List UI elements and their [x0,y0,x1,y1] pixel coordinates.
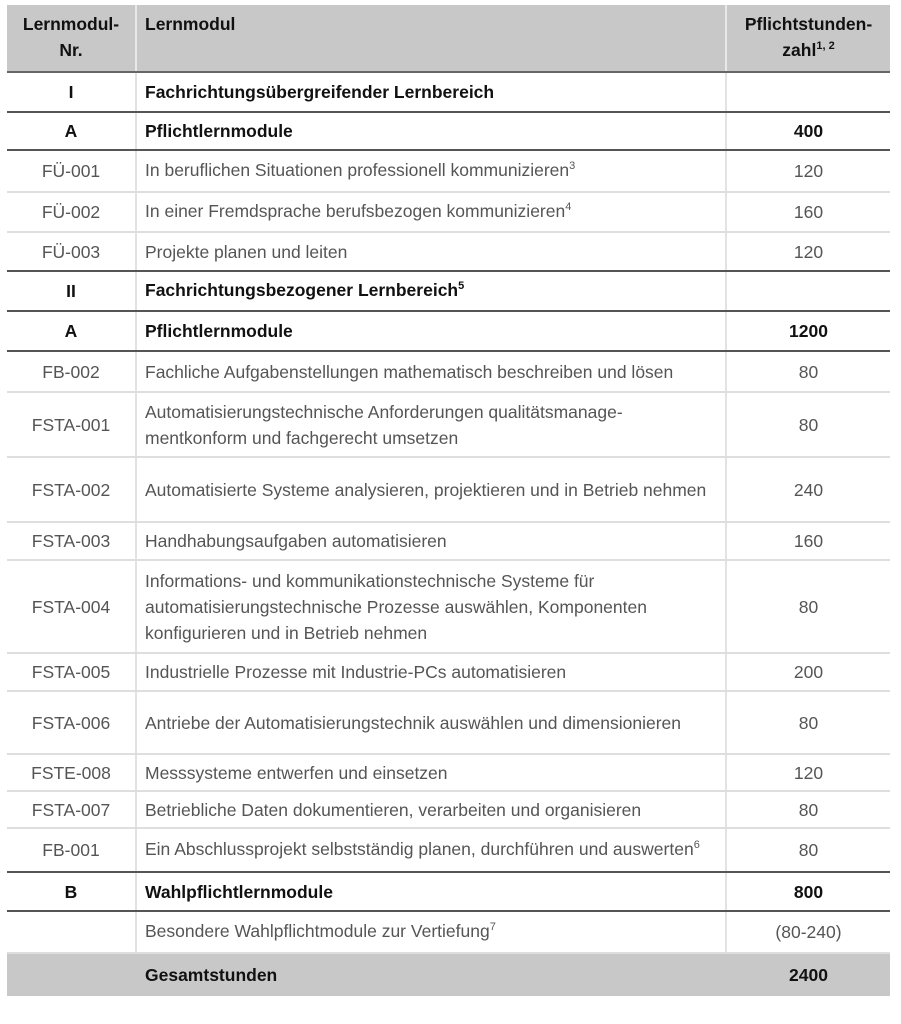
module-number-cell: FB-002 [7,351,136,392]
hours-cell: 240 [726,457,890,522]
module-name-cell [136,911,726,953]
module-name: Betriebliche Daten dokumentieren, verarbeiten und organisieren [145,799,642,820]
module-name: In einer Fremdsprache berufsbezogen kommunizieren [145,200,566,221]
module-name-cell [136,72,726,112]
table-row [7,232,890,271]
hours-cell: 200 [726,653,890,691]
footnote-marker: 6 [693,838,700,851]
table-header-row [7,5,890,72]
hours-cell: 120 [726,232,890,271]
module-name: Informations- und kommunikationstechnische Systeme für automatisierungstechnische Prozesse auswählen, Komponenten konfigurieren und in Betrieb nehmen [145,570,647,643]
module-name-cell [136,150,726,192]
group-row [7,112,890,150]
module-number-cell: B [7,872,136,911]
module-name: Industrielle Prozesse mit Industrie-PCs automatisieren [145,662,567,682]
module-name-cell [136,311,726,351]
column-header-module-number-line2: Nr. [59,40,83,60]
module-name-cell [136,192,726,232]
hours-cell: 1200 [726,311,890,351]
module-name: Fachrichtungsbezogener Lernbereich [145,279,459,300]
hours-cell: 120 [726,150,890,192]
column-header-hours-line1: Pflichtstunden- [744,14,873,34]
module-number-cell: FSTA-004 [7,560,136,653]
curriculum-table [7,5,890,996]
module-name-cell [136,791,726,828]
table-row [7,150,890,192]
module-name-cell [136,754,726,791]
module-name: Antriebe der Automatisierungstechnik auswählen und dimensionieren [145,712,682,733]
hours-cell: 400 [726,112,890,150]
table-row [7,911,890,953]
hours-cell: 80 [726,392,890,457]
module-number-cell: FSTE-008 [7,754,136,791]
module-name-cell [136,560,726,653]
footnote-marker: 7 [489,920,496,933]
module-number-cell: FSTA-001 [7,392,136,457]
table-row [7,791,890,828]
module-name-cell [136,828,726,872]
table-body [7,72,890,996]
column-header-hours-footnote: 1, 2 [816,40,835,53]
hours-cell: 80 [726,351,890,392]
table-row [7,754,890,791]
hours-cell [726,72,890,112]
module-name: Fachliche Aufgabenstellungen mathematisch beschreiben und lösen [145,361,674,382]
module-number-cell: A [7,311,136,351]
module-number-cell: FÜ-002 [7,192,136,232]
section-row [7,72,890,112]
module-name-cell [136,691,726,754]
module-number-cell: I [7,72,136,112]
column-header-module-label: Lernmodul [145,14,236,34]
module-name: Pflichtlernmodule [145,321,293,341]
hours-cell: 120 [726,754,890,791]
footnote-marker: 3 [569,159,576,172]
module-name: Automatisierungstechnische Anforderungen qualitätsmanage-mentkonform und fachgerecht umsetzen [145,401,623,448]
column-header-module-number [7,5,136,72]
hours-cell: 80 [726,560,890,653]
module-name-cell [136,112,726,150]
module-number-cell: FSTA-007 [7,791,136,828]
module-name-cell [136,953,726,996]
group-row [7,311,890,351]
module-name: Wahlpflichtlernmodule [145,881,333,902]
column-header-module-number-line1: Lernmodul- [22,14,120,34]
module-number-cell: II [7,271,136,311]
column-header-module [136,5,726,72]
module-name: Messsysteme entwerfen und einsetzen [145,762,448,783]
module-name-cell [136,271,726,311]
module-name: Besondere Wahlpflichtmodule zur Vertiefung [145,920,490,941]
module-name: In beruflichen Situationen professionell kommunizieren [145,159,570,180]
table-row [7,828,890,872]
hours-cell: 80 [726,691,890,754]
module-name-cell [136,457,726,522]
column-header-hours-line2: zahl [782,40,817,60]
module-name-cell [136,522,726,560]
table-row [7,522,890,560]
total-row [7,953,890,996]
module-number-cell: FB-001 [7,828,136,872]
module-number-cell [7,953,136,996]
module-name: Gesamtstunden [145,965,278,985]
footnote-marker: 5 [458,279,465,292]
module-number-cell: A [7,112,136,150]
footnote-marker: 4 [565,200,572,213]
table-row [7,560,890,653]
module-number-cell: FÜ-003 [7,232,136,271]
table-row [7,653,890,691]
module-name: Handhabungsaufgaben automatisieren [145,531,447,551]
module-number-cell: FÜ-001 [7,150,136,192]
table-row [7,351,890,392]
hours-cell [726,271,890,311]
module-name-cell [136,351,726,392]
module-name: Pflichtlernmodule [145,121,293,141]
module-name: Fachrichtungsübergreifender Lernbereich [145,82,495,102]
hours-cell: 80 [726,828,890,872]
hours-cell: 80 [726,791,890,828]
column-header-hours [726,5,890,72]
hours-cell: 2400 [726,953,890,996]
table-row [7,691,890,754]
hours-cell: 160 [726,192,890,232]
table-row [7,457,890,522]
table-row [7,392,890,457]
module-name-cell [136,392,726,457]
module-number-cell: FSTA-003 [7,522,136,560]
hours-cell: (80-240) [726,911,890,953]
module-name: Automatisierte Systeme analysieren, projektieren und in Betrieb nehmen [145,479,707,500]
hours-cell: 160 [726,522,890,560]
module-name-cell [136,232,726,271]
group-row [7,872,890,911]
module-number-cell [7,911,136,953]
module-name: Ein Abschlussprojekt selbstständig planen, durchführen und auswerten [145,838,694,859]
module-name: Projekte planen und leiten [145,241,348,262]
module-number-cell: FSTA-005 [7,653,136,691]
module-name-cell [136,653,726,691]
hours-cell: 800 [726,872,890,911]
table-row [7,192,890,232]
section-row [7,271,890,311]
module-name-cell [136,872,726,911]
module-number-cell: FSTA-006 [7,691,136,754]
module-number-cell: FSTA-002 [7,457,136,522]
